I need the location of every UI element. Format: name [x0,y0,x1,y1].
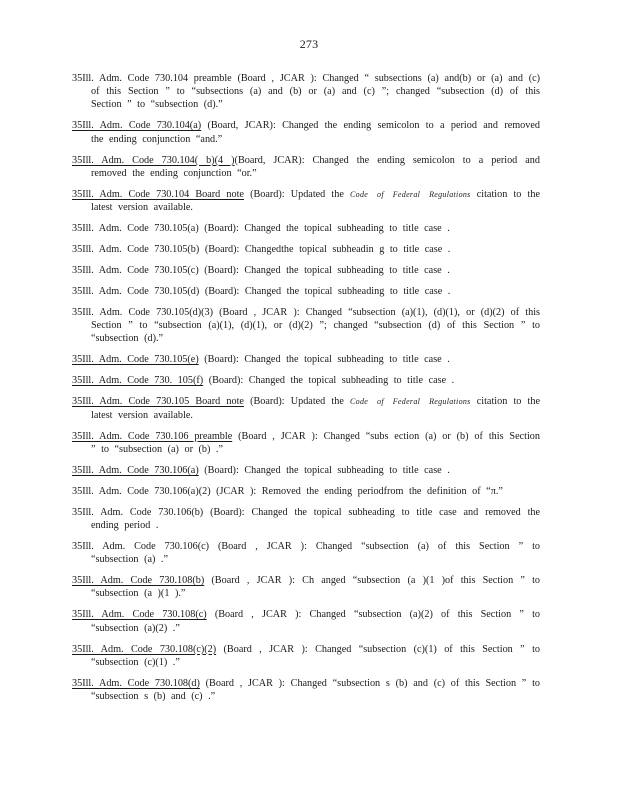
entry-description: (Board , JCAR ): Changed “subsection (a)(2) of this Section ” to “subsection (a)(2) .” [91,609,540,634]
amendment-entry [72,608,540,634]
entry-description: (Board): Changed the topical subheading to title case . [198,464,450,476]
amendment-entry [72,119,540,145]
entry-description: (Board , JCAR ): Changed “subs ection (a) or (b) of this Section ” to “subsection (a) or (b) .” [91,430,540,455]
entry-description: (Board , JCAR ): Changed “subsection (a) of this Section ” to “subsection (a) .” [91,541,540,566]
amendment-entry [72,306,540,346]
entry-description: (Board): Changed the topical subheading to title case . [199,286,451,298]
entry-description: (Board , JCAR ): Changed “ subsections (a) and(b) or (a) and (c) of this Section ” to “subsections (a) and (b) or (a) and (c) ”; changed “subsection (d) of this Section ” to “subsection (d).” [91,73,540,111]
entry-cfr-title: Code of Federal Regulations [350,189,471,199]
entry-citation: 35Ill. Adm. Code 730. 105(f) [72,375,204,387]
entry-citation: 35Ill. Adm. Code 730.104(a) [72,120,202,132]
entry-description: (Board): Changedthe topical subheadin g to title case . [199,244,451,256]
amendment-entry [72,643,540,669]
amendment-entry [72,72,540,112]
amendment-entry [72,285,540,298]
amendment-entry [72,222,540,235]
amendment-entry [72,540,540,566]
amendment-entry [72,353,540,366]
amendment-entry [72,395,540,421]
entry-citation: 35Ill. Adm. Code 730.106(a)(2) [72,485,211,497]
amendment-entry [72,374,540,387]
entry-description: (Board): Updated the [243,396,351,408]
entry-description: (Board , JCAR ): Changed “subsection s (b) and (c) of this Section ” to “subsection s (b) and (c) .” [91,677,540,703]
entry-citation: 35Ill. Adm. Code 730.106(c) [72,541,210,553]
entry-citation: 35Ill. Adm. Code 730.108(d) [72,677,200,689]
entry-description: (Board): Updated the [243,188,351,200]
entry-description: (JCAR ): Removed the ending periodfrom the definition of “π.” [210,485,503,497]
amendment-entry [72,574,540,600]
amendment-entry [72,506,540,532]
entry-description: (Board , JCAR ): Changed “subsection (a)(1), (d)(1), or (d)(2) of this Section ” to “subsection (a)(1), (d)(1), or (d)(2) ”; changed “subsection (d) of this Section ” to “subsection (d).” [91,307,540,345]
entry-description: (Board): Changed the topical subheading to title case . [198,265,450,277]
entry-description: (Board , JCAR ): Changed “subsection (c)(1) of this Section ” to “subsection (c)(1) .” [91,643,540,668]
entry-citation: 35Ill. Adm. Code 730.108(c) [72,609,207,621]
amendment-entry [72,485,540,498]
entry-cfr-title: Code of Federal Regulations [350,397,471,407]
entry-citation: 35Ill. Adm. Code 730.106 preamble [72,430,233,442]
entry-description: (Board): Changed the topical subheading to title case . [203,375,455,387]
entry-description-tail: citation to the latest version available. [91,188,540,214]
amendment-entry [72,154,540,180]
entry-citation: 35Ill. Adm. Code 730.105(e) [72,354,199,366]
entry-citation: 35Ill. Adm. Code 730.105(c) [72,265,199,277]
entry-citation: 35Ill. Adm. Code 730.106(a) [72,464,199,476]
amendment-entry [72,430,540,456]
entry-description-tail: citation to the latest version available. [91,396,540,421]
entry-citation: 35Ill. Adm. Code 730.104 Board note [72,188,244,200]
entry-citation: 35Ill. Adm. Code 730.106(b) [72,506,204,518]
entry-description: (Board , JCAR ): Ch anged “subsection (a )(1 )of this Section ” to “subsection (a )(1 ).” [91,575,541,600]
amendment-entry [72,243,540,256]
amendment-entry [72,188,540,214]
entry-description: (Board, JCAR): Changed the ending semicolon to a period and removed the ending conjunction “or.” [91,154,540,179]
entry-description: (Board): Changed the topical subheading to title case . [198,354,450,366]
entry-description: (Board, JCAR): Changed the ending semicolon to a period and removed the ending conjunction “and.” [91,120,540,145]
amendment-list [72,72,540,711]
entry-description: (Board): Changed the topical subheading to title case and removed the ending period . [91,506,541,532]
entry-citation: 35Ill. Adm. Code 730.105(a) [72,223,199,235]
entry-citation: 35Ill. Adm. Code 730.105 Board note [72,396,244,408]
entry-citation: 35Ill. Adm. Code 730.104( b)(4 ) [72,154,235,166]
entry-citation: 35Ill. Adm. Code 730.108(c)(2) [72,643,217,655]
entry-citation: 35Ill. Adm. Code 730.105(d)(3) [72,307,213,319]
entry-description: (Board): Changed the topical subheading to title case . [198,223,450,235]
entry-citation: 35Ill. Adm. Code 730.104 preamble [72,73,232,84]
amendment-entry [72,464,540,477]
amendment-entry [72,677,540,703]
entry-citation: 35Ill. Adm. Code 730.105(b) [72,244,200,256]
amendment-entry [72,264,540,277]
page-number: 273 [299,37,319,51]
entry-citation: 35Ill. Adm. Code 730.108(b) [72,575,205,587]
entry-citation: 35Ill. Adm. Code 730.105(d) [72,286,200,298]
